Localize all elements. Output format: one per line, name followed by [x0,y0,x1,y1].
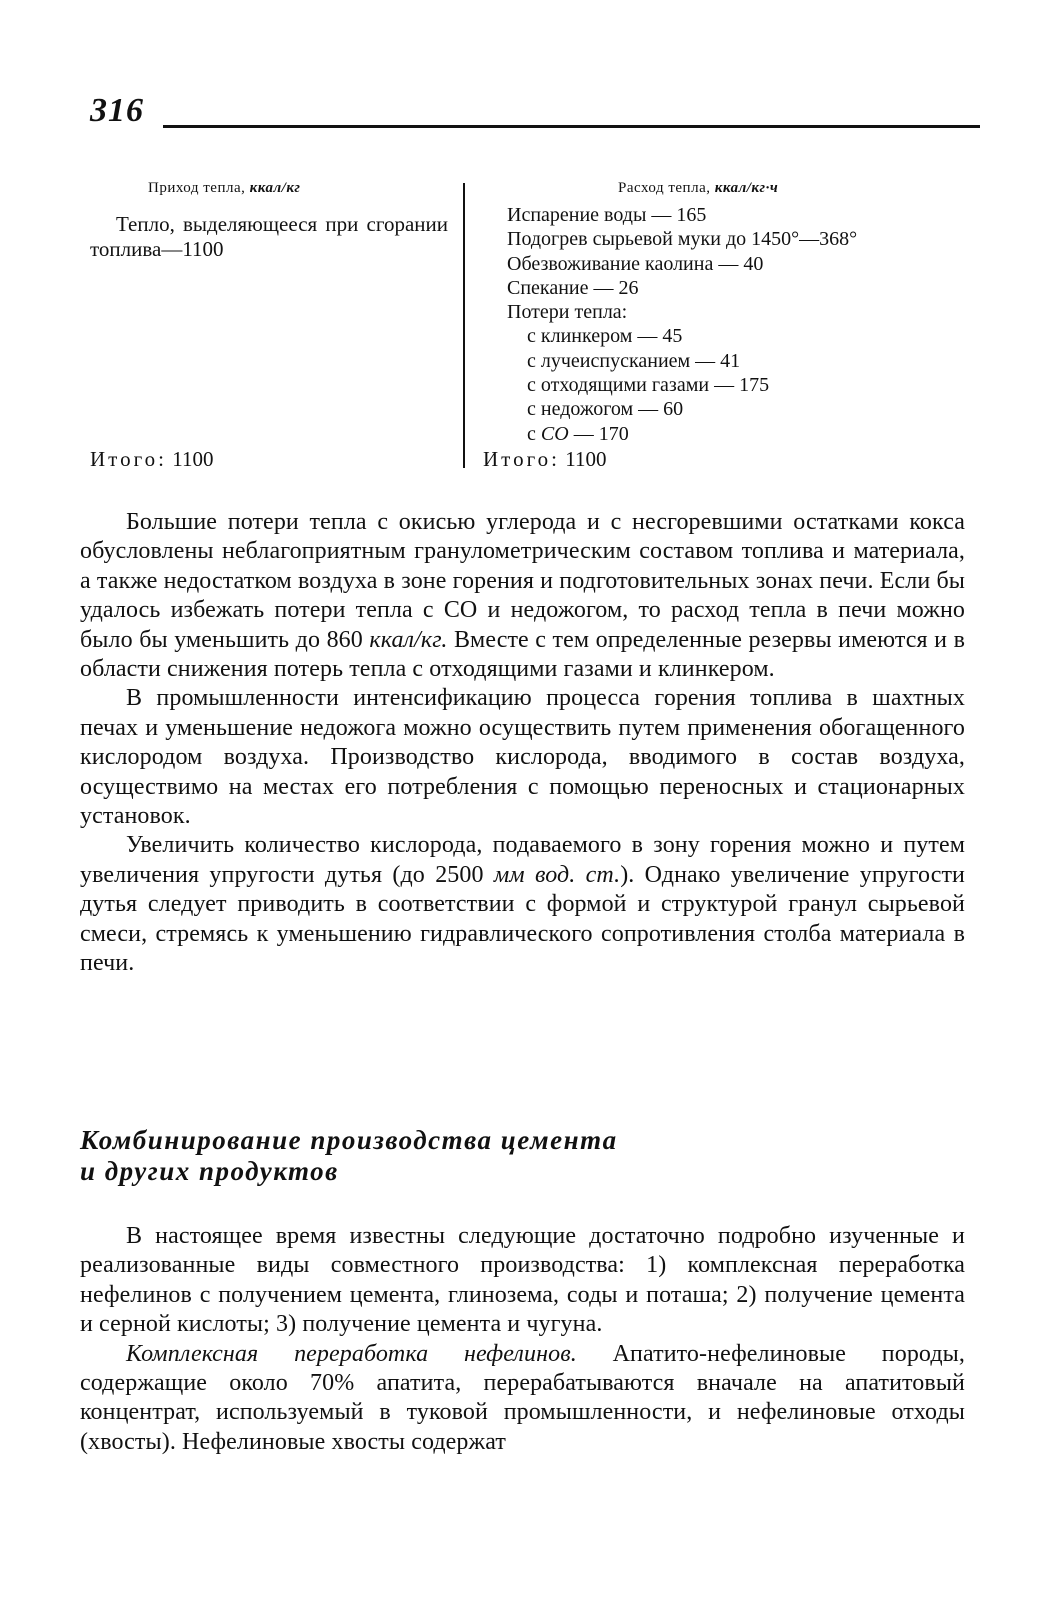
expense-loss-item: с недожогом — 60 [527,398,684,421]
income-total [90,447,213,472]
expense-items [507,203,977,446]
section-heading [80,1125,965,1187]
paragraph-text: ). Однако увеличение упругости дутья следует приводить в соответствии с формой и структурой гранул сырьевой смеси, стремясь к уменьшению гидравлического сопротивления столба материала в печи. [80,861,965,977]
expense-item: Обезвоживание каолина — 40 [507,252,764,275]
co-value: — 170 [573,422,629,445]
heat-balance-table [0,0,1055,480]
paragraph-text: Вместе с тем определенные резервы имеются и в области снижения потерь тепла с отходящими газами и клинкером. [80,626,965,683]
expense-title-unit: ккал/кг·ч [714,180,779,196]
body-text-lower [80,1222,965,1457]
income-total-label: Итого: [90,447,167,471]
paragraph [80,508,965,684]
unit-italic: мм вод. ст. [493,861,621,888]
expense-total [483,447,606,472]
expense-loss-item: с отходящими газами — 175 [527,374,770,397]
section-heading-line: Комбинирование производства цемента [80,1125,618,1155]
run-in-heading: Комплексная переработка нефелинов. [126,1340,577,1367]
income-title-text: Приход тепла, [148,180,246,196]
paragraph [80,1340,965,1458]
paragraph-text: Большие потери тепла с окисью углерода и с несгоревшими остатками кокса обусловлены неблагоприятным гранулометрическим составом топлива и материала, а также недостатком воздуха в зоне горения и подготовительных зонах печи. Если бы удалось избежать потери тепла с CO и недожогом, то расход тепла в печи можно было бы уменьшить до 860 [80,509,965,653]
paragraph-text: Апатито-нефелиновые породы, содержащие около 70% апатита, перерабатываются вначале на апатитовый концентрат, используемый в туковой промышленности, и нефелиновые отходы (хвосты). Нефелиновые хвосты содержат [80,1340,965,1455]
expense-item: Спекание — 26 [507,276,639,299]
income-items [90,212,448,262]
expense-column-title [618,180,778,197]
paragraph: В промышленности интенсификацию процесса горения топлива в шахтных печах и уменьшение недожога можно осуществить путем применения обогащенного кислородом воздуха. Производство кислорода, вводимого в состав воздуха, осуществимо на местах его потребления с помощью переносных и стационарных установок. [80,685,965,830]
co-prefix: с [527,422,536,445]
expense-item: Подогрев сырьевой муки до 1450°—368° [507,228,858,251]
income-total-value: 1100 [172,447,214,471]
expense-title-text: Расход тепла, [618,180,711,196]
expense-item: Потери тепла: [507,301,628,324]
paragraph [80,831,965,978]
body-text-upper [80,508,965,979]
income-column-title [148,180,300,197]
section-heading-line: и других продуктов [80,1156,339,1186]
paragraph-text: Увеличить количество кислорода, подаваемого в зону горения можно и путем увеличения упругости дутья (до 2500 [80,832,965,888]
co-formula: CO [540,422,569,445]
expense-total-label: Итого: [483,447,560,471]
expense-item: Испарение воды — 165 [507,204,707,226]
paragraph: В настоящее время известны следующие достаточно подробно изученные и реализованные виды совместного производства: 1) комплексная переработка нефелинов с получением цемента, глинозема, соды и поташа; 2) получение цемента и серной кислоты; 3) получение цемента и чугуна. [80,1223,965,1338]
expense-loss-item-co [507,422,977,446]
unit-italic: ккал/кг. [369,626,448,653]
expense-loss-item: с лучеиспусканием — 41 [527,349,741,372]
expense-loss-item: с клинкером — 45 [527,325,683,348]
income-item: Тепло, выделяющееся при сгорании топлива—1100 [90,212,448,261]
column-divider [463,183,465,468]
page-number: 316 [90,92,144,129]
expense-total-value: 1100 [565,447,607,471]
income-title-unit: ккал/кг [249,180,301,196]
